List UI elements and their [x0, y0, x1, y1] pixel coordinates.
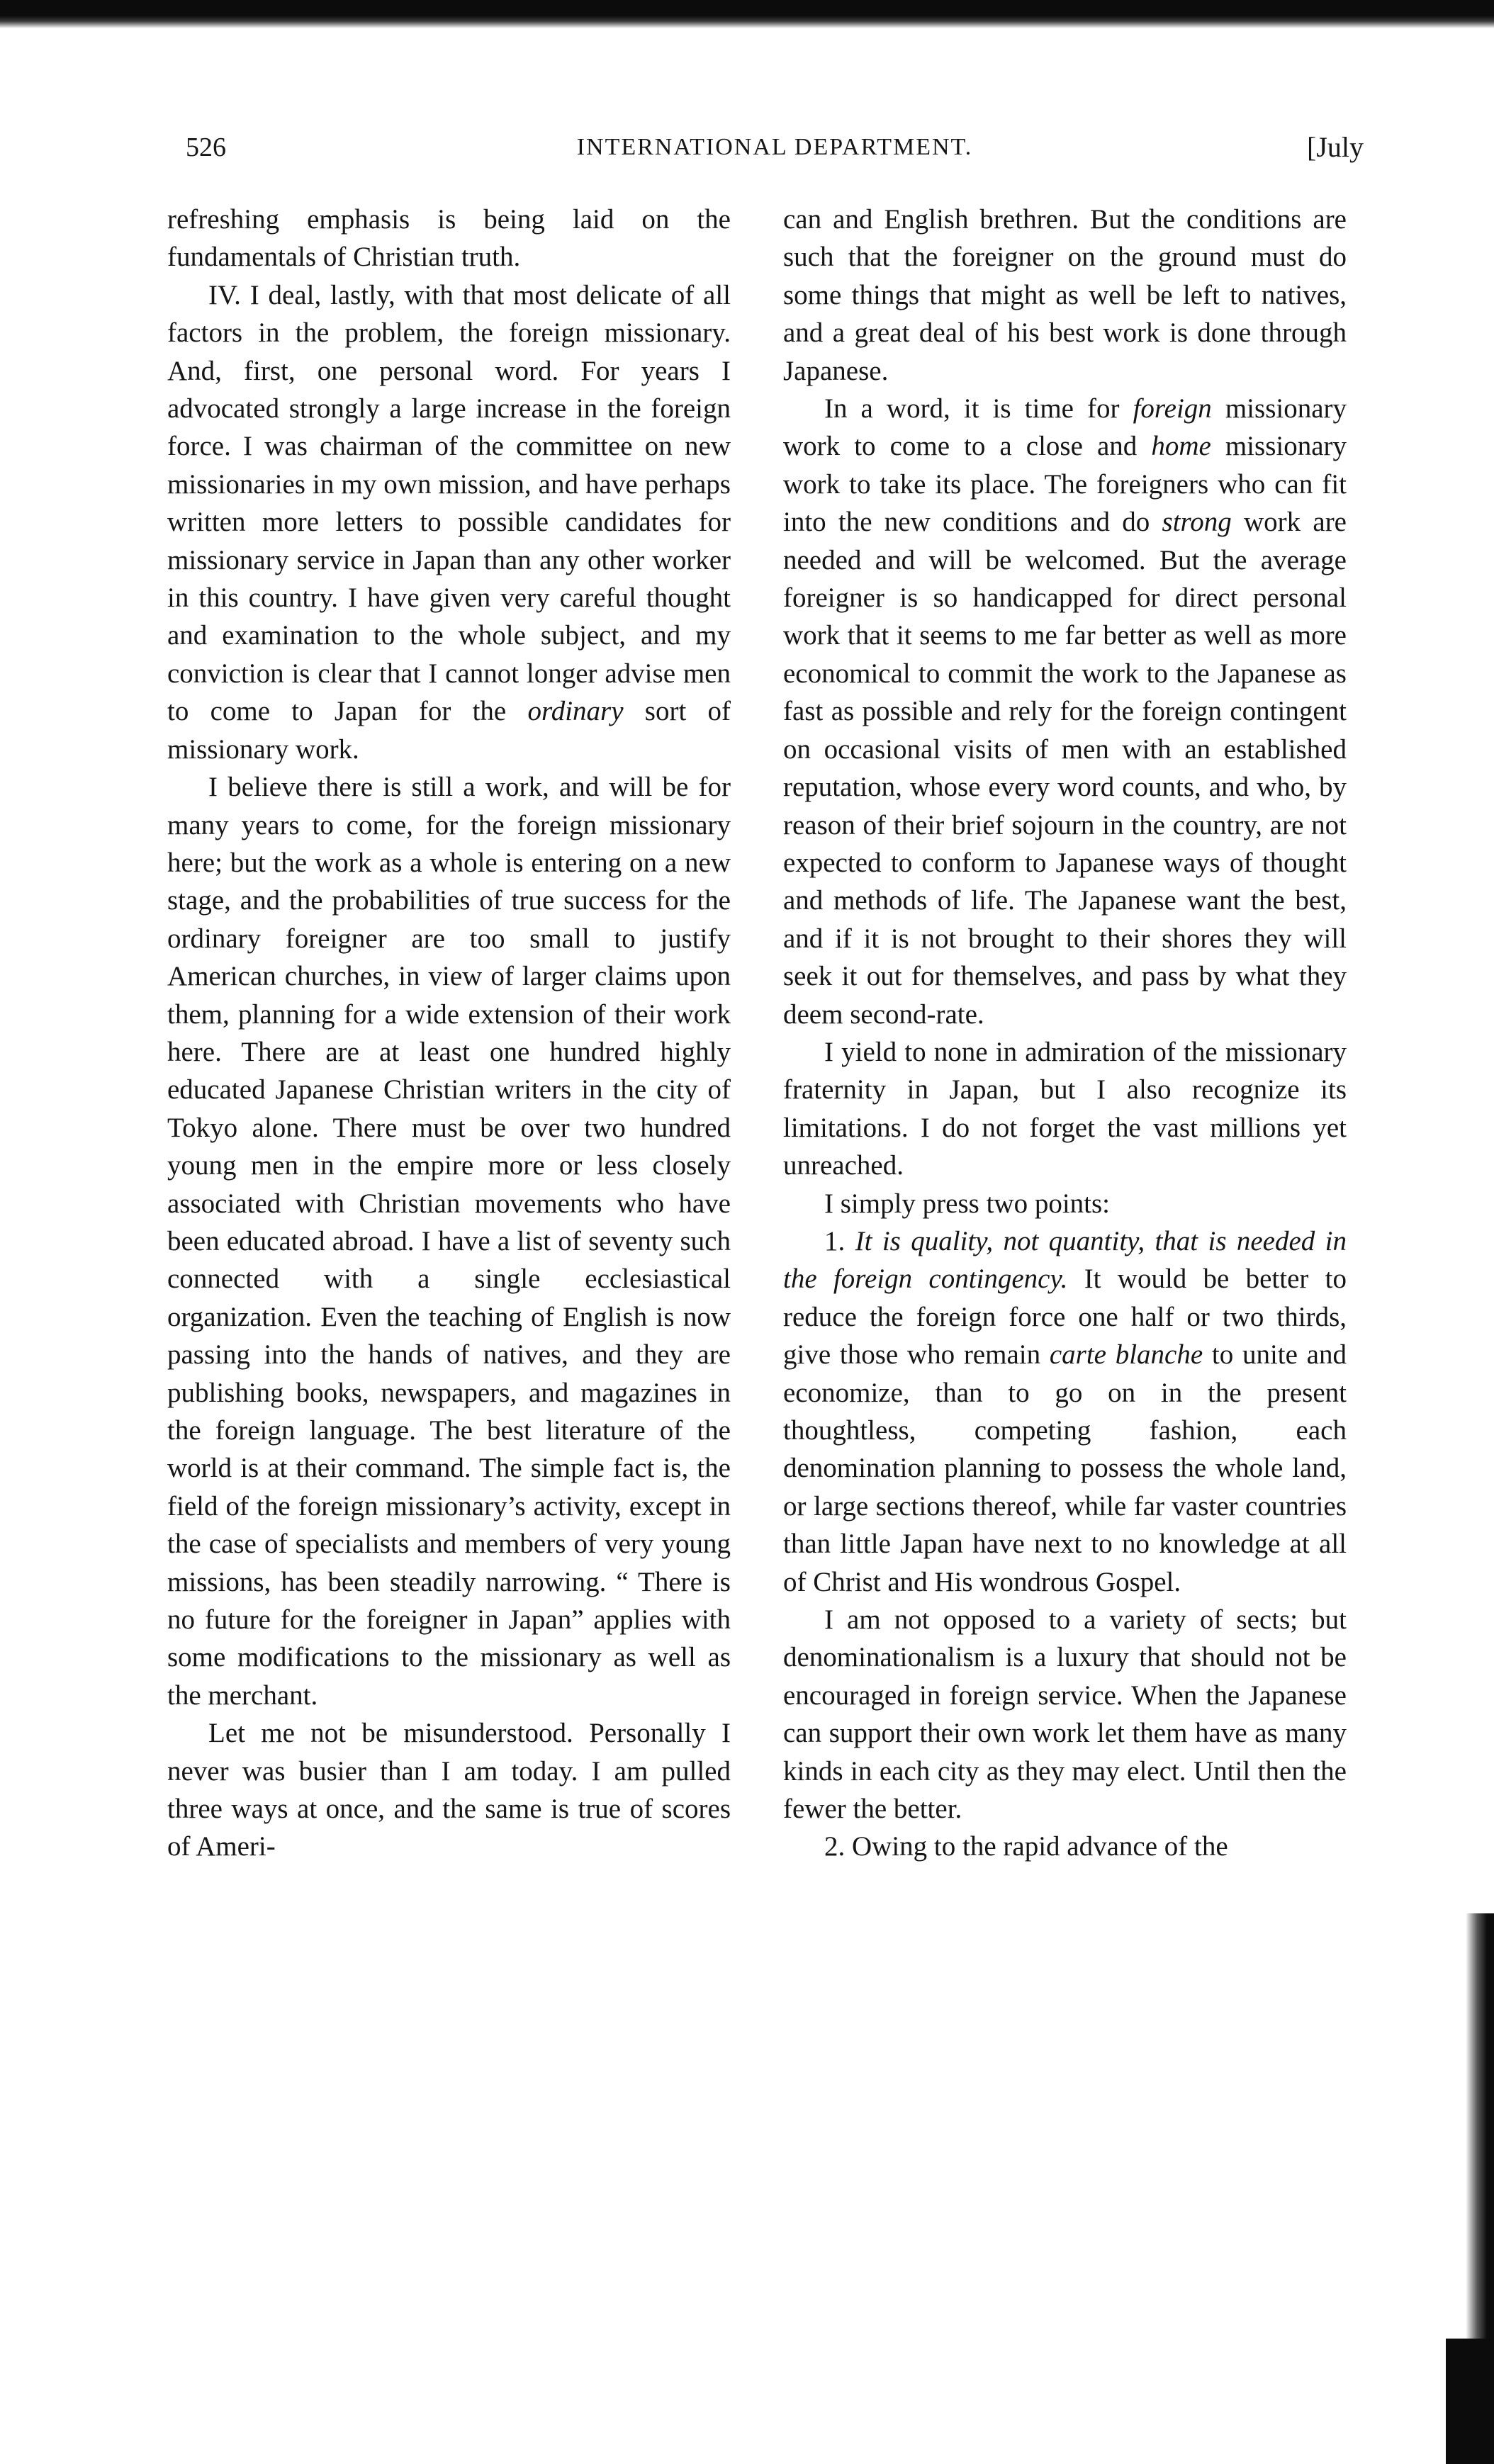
header-month: [July	[1307, 131, 1364, 163]
paragraph: can and English brethren. But the conditions are such that the foreigner on the ground must do some things that might as well be left to natives, and a great deal of his best work is done through Japanese.	[783, 204, 1347, 386]
header-title: INTERNATIONAL DEPARTMENT.	[576, 134, 973, 160]
paragraph: In a word, it is time for foreign missionary work to come to a close and home missionary work to take its place. The foreigners who can fit into the new conditions and do strong work are needed and will be welcomed. But the average foreigner is so handicapped for direct personal work that it seems to me far better as well as more economical to commit the work to the Japanese as fast as possible and rely for the foreign contingent on occasional visits of men with an established reputation, whose every word counts, and who, by reason of their brief sojourn in the country, are not expected to conform to Japanese ways of thought and methods of life. The Japanese want the best, and if it is not brought to their shores they will seek it out for themselves, and pass by what they deem second-rate.	[783, 393, 1347, 1030]
page-number: 526	[186, 133, 226, 162]
right-column	[783, 201, 1347, 1866]
paragraph: I yield to none in admiration of the missionary fraternity in Japan, but I also recognize its limitations. I do not forget the vast millions yet unreached.	[783, 1036, 1347, 1181]
paragraph: 2. Owing to the rapid advance of the	[824, 1831, 1228, 1862]
paragraph: IV. I deal, lastly, with that most delicate of all factors in the problem, the foreign missionary. And, first, one personal word. For years I advocated strongly a large increase in the foreign force. I was chairman of the committee on new missionaries in my own mission, and have perhaps written more letters to possible candidates for missionary service in Japan than any other worker in this country. I have given very careful thought and examination to the whole subject, and my conviction is clear that I cannot longer advise men to come to Japan for the ordinary sort of missionary work.	[167, 279, 731, 765]
paragraph: I am not opposed to a variety of sects; but denominationalism is a luxury that should not be encouraged in foreign service. When the Japanese can support their own work let them have as many kinds in each city as they may elect. Until then the fewer the better.	[783, 1604, 1347, 1825]
running-head	[186, 126, 1364, 169]
scan-corner-shadow	[1446, 2339, 1494, 2464]
paragraph: 1. It is quality, not quantity, that is needed in the foreign contingency. It would be better to reduce the foreign force one half or two thirds, give those who remain carte blanche to unite and economize, than to go on in the present thoughtless, competing fashion, each denomination planning to possess the whole land, or large sections thereof, while far vaster countries than little Japan have next to no knowledge at all of Christ and His wondrous Gospel.	[783, 1225, 1347, 1597]
paragraph: Let me not be misunderstood. Personally I never was busier than I am today. I am pulled three ways at once, and the same is true of scores of Ameri-	[167, 1718, 731, 1862]
paragraph: I believe there is still a work, and will be for many years to come, for the foreign missionary here; but the work as a whole is entering on a new stage, and the probabilities of true success for the ordinary foreigner are too small to justify American churches, in view of larger claims upon them, planning for a wide extension of their work here. There are at least one hundred highly educated Japanese Christian writers in the city of Tokyo alone. There must be over two hundred young men in the empire more or less closely associated with Christian movements who have been educated abroad. I have a list of seventy such connected with a single ecclesiastical organization. Even the teaching of English is now passing into the hands of natives, and they are publishing books, newspapers, and magazines in the foreign language. The best literature of the world is at their command. The simple fact is, the field of the foreign missionary’s activity, except in the case of specialists and members of very young missions, has been steadily narrowing. “ There is no future for the foreigner in Japan” applies with some modifications to the missionary as well as the merchant.	[167, 772, 731, 1711]
left-column	[167, 201, 731, 1866]
scan-top-border	[0, 0, 1494, 28]
paragraph: I simply press two points:	[824, 1188, 1111, 1219]
paragraph: refreshing emphasis is being laid on the fundamentals of Christian truth.	[167, 204, 731, 273]
